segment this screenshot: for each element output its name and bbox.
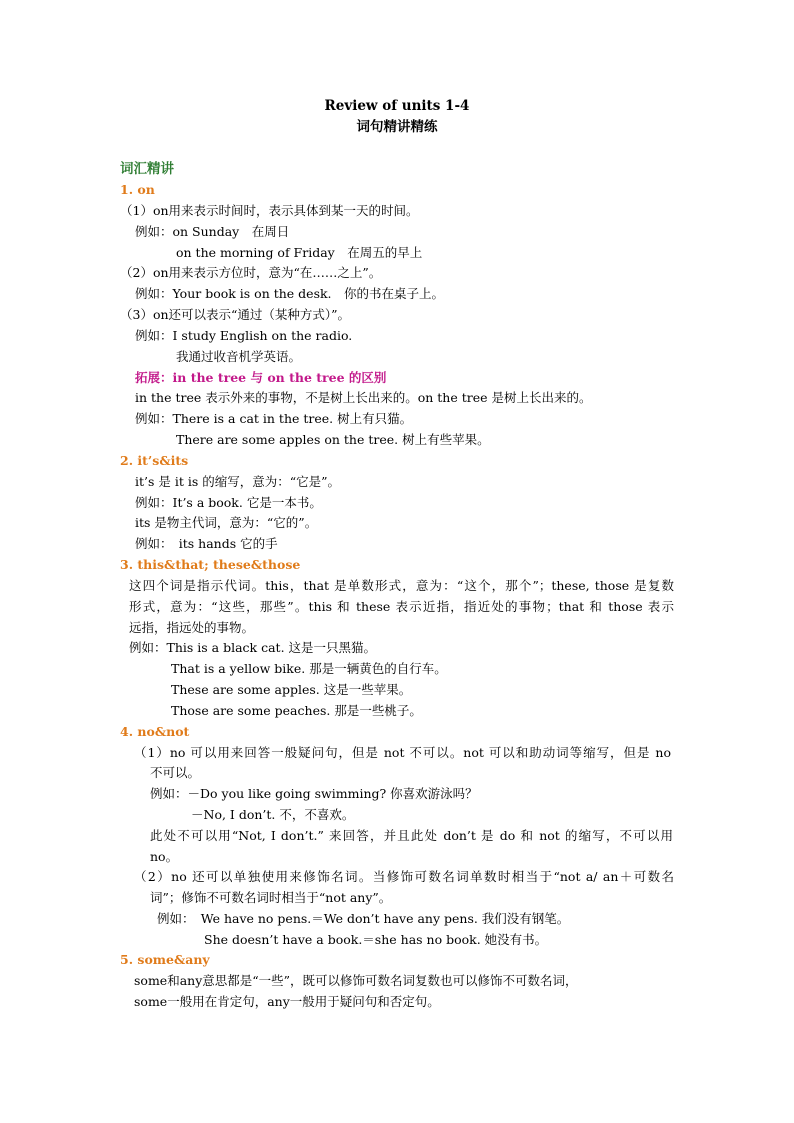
extension-example-2: There are some apples on the tree. 树上有些苹果。 <box>176 432 490 447</box>
no-point-1-line-1: （1）no 可以用来回答一般疑问句，但是 not 不可以。not 可以和助动词等缩写，但是 no <box>134 745 671 760</box>
on-example-4: 例如：I study English on the radio. <box>135 328 353 343</box>
its-line-3: its 是物主代词，意为：“它的”。 <box>135 515 318 530</box>
on-example-1: 例如：on Sunday 在周日 <box>135 224 290 239</box>
heading-its: 2. it’s&its <box>120 453 189 468</box>
no-note-line-2: no。 <box>150 849 179 864</box>
some-line-1: some和any意思都是“一些”，既可以修饰可数名词复数也可以修饰不可数名词， <box>134 973 578 988</box>
some-line-2: some一般用在肯定句，any一般用于疑问句和否定句。 <box>134 994 440 1009</box>
this-paragraph-line-1: 这四个词是指示代词。this，that 是单数形式，意为：“这个，那个”；these, those 是复数 <box>129 578 674 593</box>
no-example-1: 例如：－Do you like going swimming? 你喜欢游泳吗？ <box>150 786 478 801</box>
no-example-3: 例如： We have no pens.＝We don’t have any pens. 我们没有钢笔。 <box>157 911 570 926</box>
heading-this-that: 3. this&that; these&those <box>120 557 301 572</box>
no-point-2-line-1: （2）no 还可以单独使用来修饰名词。当修饰可数名词单数时相当于“not a/ an＋可数名 <box>134 869 674 884</box>
no-example-4: She doesn’t have a book.＝she has no book. 她没有书。 <box>204 932 548 947</box>
no-point-2-line-2: 词”；修饰不可数名词时相当于“not any”。 <box>150 890 392 905</box>
extension-example-1: 例如：There is a cat in the tree. 树上有只猫。 <box>135 411 413 426</box>
its-line-1: it’s 是 it is 的缩写，意为：“它是”。 <box>135 474 341 489</box>
this-paragraph-line-2: 形式，意为：“这些，那些”。this 和 these 表示近指，指近处的事物；that 和 those 表示 <box>129 599 674 614</box>
on-example-2: on the morning of Friday 在周五的早上 <box>176 245 423 260</box>
no-point-1-line-2: 不可以。 <box>150 765 201 780</box>
on-example-3: 例如：Your book is on the desk. 你的书在桌子上。 <box>135 286 445 301</box>
extension-label: 拓展：in the tree 与 on the tree 的区别 <box>135 370 387 385</box>
this-example-3: These are some apples. 这是一些苹果。 <box>171 682 412 697</box>
no-note-line-1: 此处不可以用“Not, I don’t.” 来回答，并且此处 don’t 是 do 和 not 的缩写，不可以用 <box>150 828 673 843</box>
extension-text: in the tree 表示外来的事物，不是树上长出来的。on the tree 是树上长出来的。 <box>135 390 592 405</box>
its-line-4: 例如： its hands 它的手 <box>135 536 278 551</box>
document-title: Review of units 1-4 <box>324 98 470 114</box>
on-point-1: （1）on用来表示时间时，表示具体到某一天的时间。 <box>120 203 419 218</box>
this-paragraph-line-3: 远指，指远处的事物。 <box>129 620 255 635</box>
on-example-5: 我通过收音机学英语。 <box>176 349 302 364</box>
no-example-2: －No, I don’t. 不，不喜欢。 <box>191 807 355 822</box>
this-example-4: Those are some peaches. 那是一些桃子。 <box>171 703 422 718</box>
on-point-3: （3）on还可以表示“通过（某种方式）”。 <box>120 307 351 322</box>
its-line-2: 例如：It’s a book. 它是一本书。 <box>135 495 322 510</box>
heading-no-not: 4. no&not <box>120 724 190 739</box>
document-subtitle: 词句精讲精练 <box>356 119 438 135</box>
heading-on: 1. on <box>120 182 155 197</box>
section-heading: 词汇精讲 <box>120 161 174 177</box>
heading-some-any: 5. some&any <box>120 952 210 967</box>
on-point-2: （2）on用来表示方位时，意为“在……之上”。 <box>120 265 382 280</box>
this-example-1: 例如：This is a black cat. 这是一只黑猫。 <box>129 640 377 655</box>
this-example-2: That is a yellow bike. 那是一辆黄色的自行车。 <box>171 661 447 676</box>
